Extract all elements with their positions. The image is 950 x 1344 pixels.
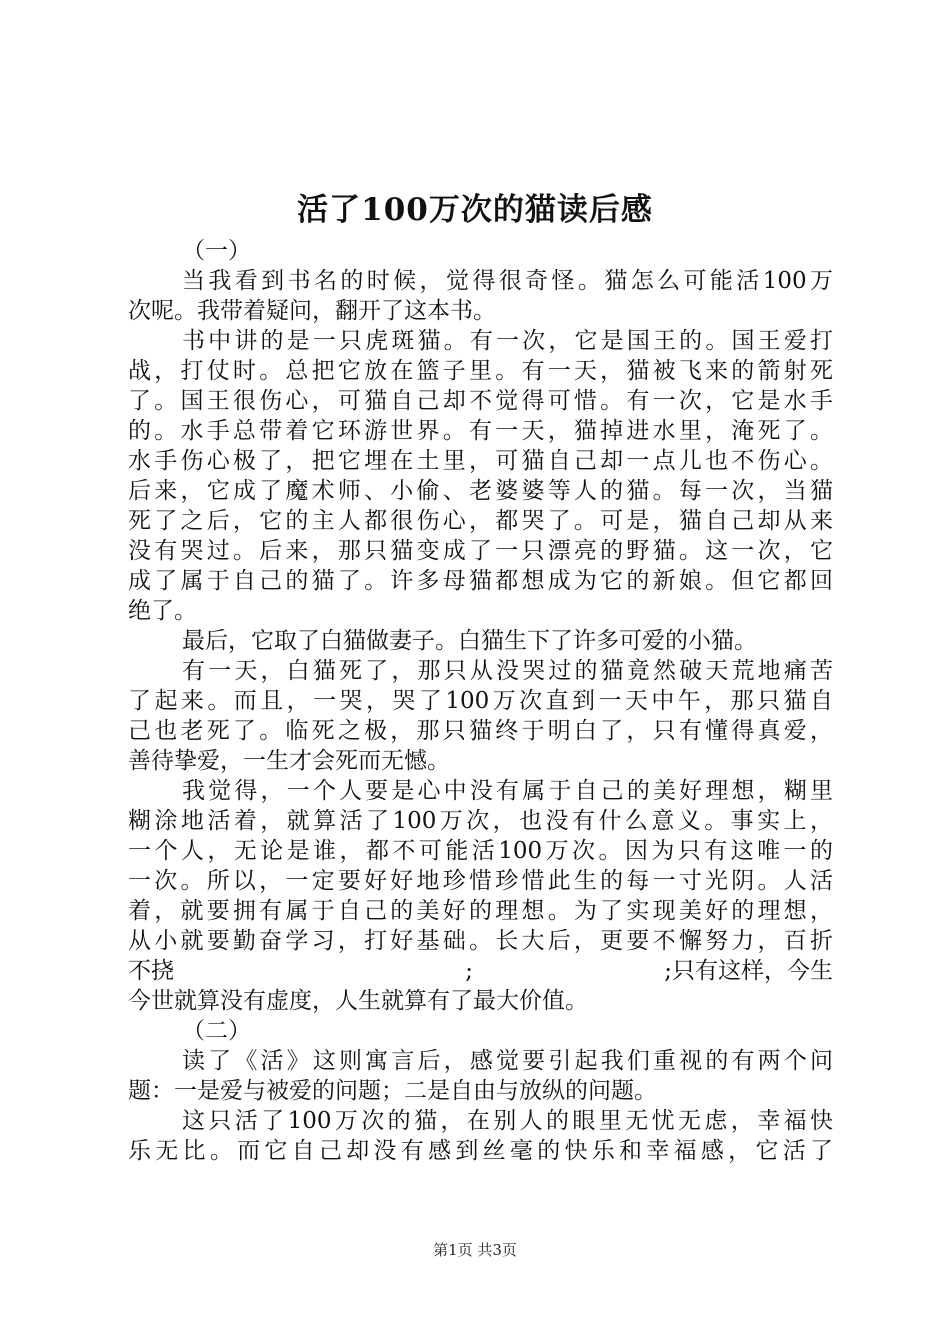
text-line: （一）: [182, 238, 251, 264]
text-block-before: [128, 236, 833, 956]
text-line: 乐无比。而它自己却没有感到丝毫的快乐和幸福感，它活了: [128, 1138, 833, 1164]
text-line: 一次。所以，一定要好好地珍惜珍惜此生的每一寸光阴。人活: [128, 868, 833, 894]
text-line: 水手伤心极了，把它埋在土里，可猫自己却一点儿也不伤心。: [128, 448, 833, 474]
text-line: 成了属于自己的猫了。许多母猫都想成为它的新娘。但它都回: [128, 568, 833, 594]
text-line: 一个人，无论是谁，都不可能活100万次。因为只有这唯一的: [128, 838, 833, 864]
text-line: 了。国王很伤心，可猫自己却不觉得可惜。有一次，它是水手: [128, 388, 833, 414]
text-line: 当我看到书名的时候，觉得很奇怪。猫怎么可能活100万: [182, 268, 833, 294]
text-line: 糊涂地活着，就算活了100万次，也没有什么意义。事实上，: [128, 808, 833, 834]
text-line: 着，就要拥有属于自己的美好的理想。为了实现美好的理想，: [128, 898, 833, 924]
text-line: 战，打仗时。总把它放在篮子里。有一天，猫被飞来的箭射死: [128, 358, 833, 384]
text-line: 的。水手总带着它环游世界。有一天，猫掉进水里，淹死了。: [128, 418, 833, 444]
text-line: 从小就要勤奋学习，打好基础。长大后，更要不懈努力，百折: [128, 928, 833, 954]
text-line: 了起来。而且，一哭，哭了100万次直到一天中午，那只猫自: [128, 688, 833, 714]
text-line: 这只活了100万次的猫，在别人的眼里无忧无虑，幸福快: [182, 1108, 833, 1134]
text-line: 最后，它取了白猫做妻子。白猫生下了许多可爱的小猫。: [182, 628, 757, 654]
text-line: 死了之后，它的主人都很伤心，都哭了。可是，猫自己却从来: [128, 508, 833, 534]
text-line: 书中讲的是一只虎斑猫。有一次，它是国王的。国王爱打: [182, 328, 833, 354]
text-line: 有一天，白猫死了，那只从没哭过的猫竟然破天荒地痛苦: [182, 658, 833, 684]
text-line: （二）: [182, 1018, 251, 1044]
text-line: 我觉得，一个人要是心中没有属于自己的美好理想，糊里: [182, 778, 833, 804]
text-line: 次呢。我带着疑问，翻开了这本书。: [128, 298, 496, 324]
gap-line-part-1: 不挠: [128, 958, 174, 984]
gap-line-part-3: ;只有这样，今生: [664, 958, 833, 984]
gap-line-part-2: ;: [465, 958, 473, 984]
text-line: 没有哭过。后来，那只猫变成了一只漂亮的野猫。这一次，它: [128, 538, 833, 564]
text-line: 后来，它成了魔术师、小偷、老婆婆等人的猫。每一次，当猫: [128, 478, 833, 504]
text-line: 今世就算没有虚度，人生就算有了最大价值。: [128, 988, 588, 1014]
text-line: 题：一是爱与被爱的问题；二是自由与放纵的问题。: [128, 1078, 657, 1104]
page-footer: 第1页 共3页: [433, 1241, 517, 1259]
text-line: 绝了。: [128, 598, 197, 624]
text-block-after: [128, 986, 833, 1166]
text-line: 读了《活》这则寓言后，感觉要引起我们重视的有两个问: [182, 1048, 833, 1074]
document-title: 活了100万次的猫读后感: [297, 192, 653, 228]
text-line-with-gaps: [128, 956, 833, 986]
text-line: 己也老死了。临死之极，那只猫终于明白了，只有懂得真爱，: [128, 718, 833, 744]
text-line: 善待挚爱，一生才会死而无憾。: [128, 748, 450, 774]
document-body: [128, 236, 833, 1166]
